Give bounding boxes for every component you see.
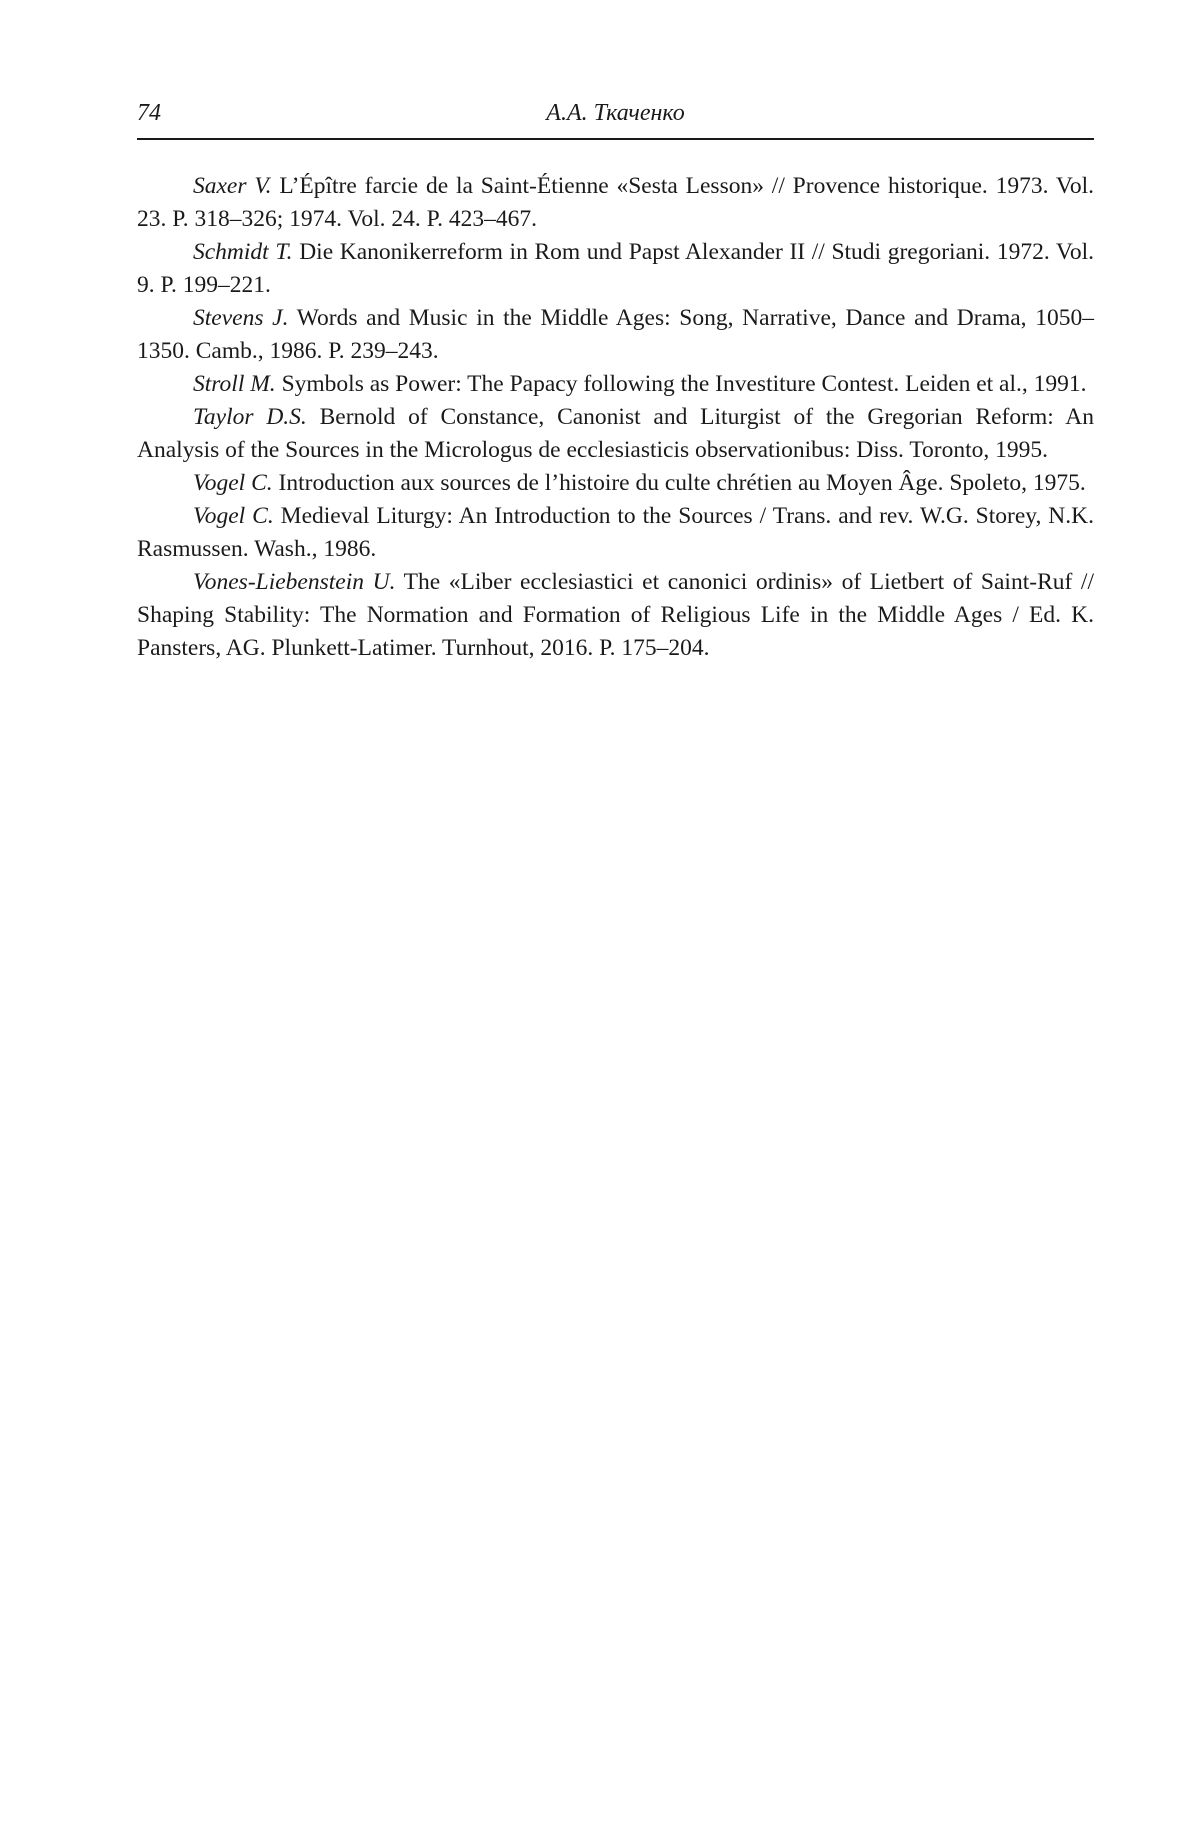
entry-author: Schmidt T.	[193, 239, 293, 265]
entry-text: Symbols as Power: The Papacy following the Investiture Contest. Leiden et al., 1991.	[275, 371, 1087, 397]
entry-author: Stroll M.	[193, 371, 276, 397]
bibliography-list	[137, 170, 1094, 665]
entry-text: The «Liber ecclesiastici et canonici ordinis» of Lietbert of Saint-Ruf // Shaping Stability: The Normation and Formation of Religious Life in the Middle Ages / Ed. K. Pansters, AG. Plunkett-Latimer. Turnhout, 2016. P. 175–204.	[137, 569, 1094, 661]
bibliography-entry	[137, 368, 1094, 401]
running-title: А.А. Ткаченко	[546, 100, 685, 126]
bibliography-entry	[137, 500, 1094, 566]
running-head	[137, 96, 1094, 130]
entry-author: Vogel C.	[193, 503, 274, 529]
bibliography-entry	[137, 170, 1094, 236]
entry-text: Die Kanonikerreform in Rom und Papst Alexander II // Studi gregoriani. 1972. Vol. 9. P. 199–221.	[137, 239, 1094, 298]
entry-author: Vogel C.	[193, 470, 273, 496]
bibliography-entry	[137, 401, 1094, 467]
bibliography-entry	[137, 467, 1094, 500]
bibliography-entry	[137, 302, 1094, 368]
entry-text: Medieval Liturgy: An Introduction to the Sources / Trans. and rev. W.G. Storey, N.K. Rasmussen. Wash., 1986.	[137, 503, 1094, 562]
entry-text: L’Épître farcie de la Saint-Étienne «Sesta Lesson» // Provence historique. 1973. Vol. 23. P. 318–326; 1974. Vol. 24. P. 423–467.	[137, 173, 1095, 232]
entry-author: Vones-Liebenstein U.	[193, 569, 396, 595]
entry-text: Bernold of Constance, Canonist and Liturgist of the Gregorian Reform: An Analysis of the Sources in the Micrologus de ecclesiasticis observationibus: Diss. Toronto, 1995.	[137, 404, 1094, 463]
page-number: 74	[137, 100, 161, 126]
entry-author: Taylor D.S.	[193, 404, 307, 430]
entry-author: Stevens J.	[193, 305, 289, 331]
entry-text: Introduction aux sources de l’histoire du culte chrétien au Moyen Âge. Spoleto, 1975.	[272, 470, 1086, 496]
entry-text: Words and Music in the Middle Ages: Song, Narrative, Dance and Drama, 1050–1350. Camb., 1986. P. 239–243.	[137, 305, 1094, 364]
bibliography-entry	[137, 566, 1094, 665]
entry-author: Saxer V.	[193, 173, 272, 199]
header-rule	[137, 138, 1094, 140]
bibliography-entry	[137, 236, 1094, 302]
